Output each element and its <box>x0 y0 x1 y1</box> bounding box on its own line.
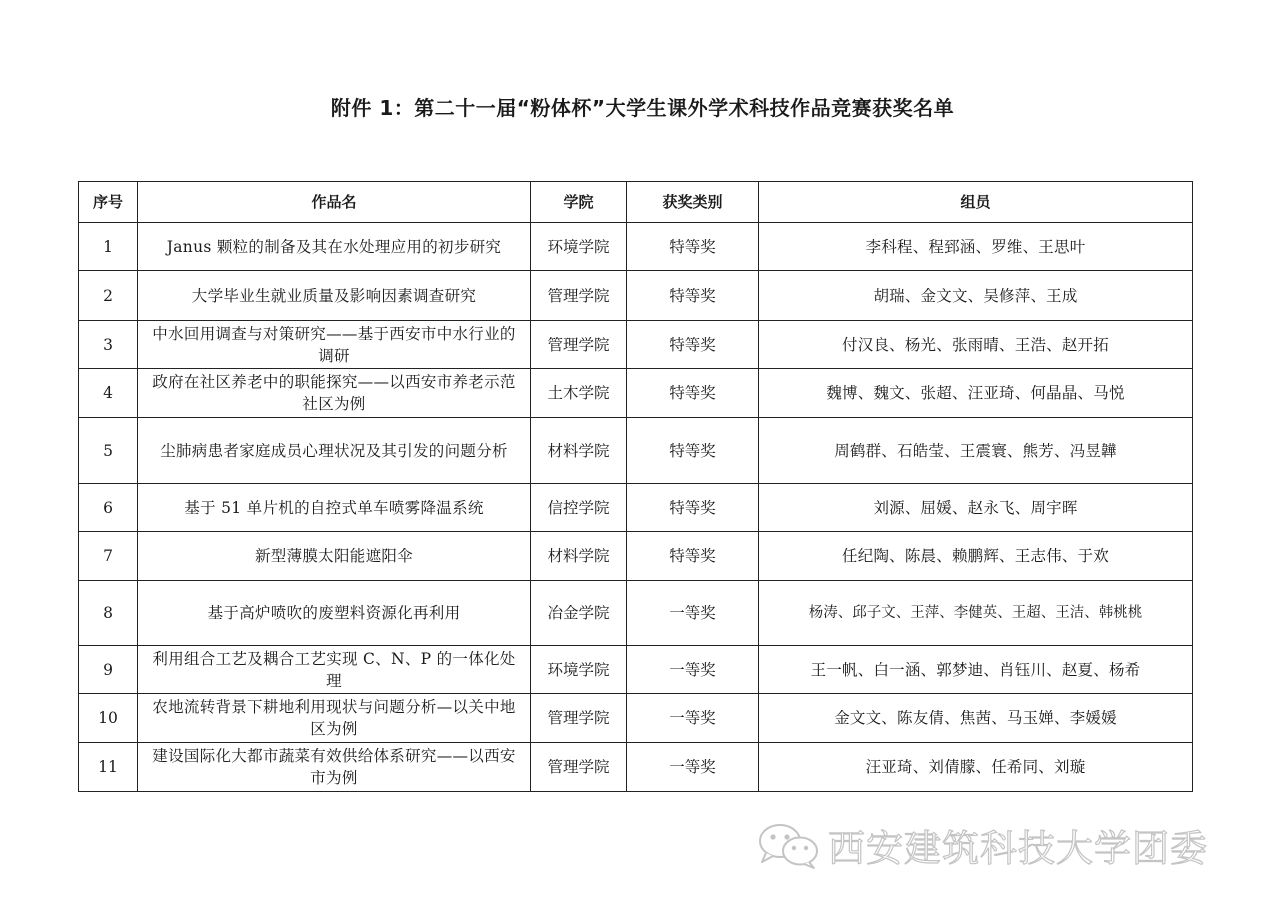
cell-college: 信控学院 <box>531 484 627 532</box>
cell-college: 冶金学院 <box>531 581 627 646</box>
cell-index: 7 <box>79 532 138 581</box>
wechat-watermark <box>756 818 1208 872</box>
table-row <box>79 321 1193 369</box>
cell-college: 管理学院 <box>531 743 627 792</box>
cell-index: 8 <box>79 581 138 646</box>
cell-members: 付汉良、杨光、张雨晴、王浩、赵开拓 <box>759 321 1193 369</box>
cell-award: 特等奖 <box>627 223 759 271</box>
table-row <box>79 418 1193 484</box>
cell-title: Janus 颗粒的制备及其在水处理应用的初步研究 <box>138 223 531 271</box>
cell-college: 管理学院 <box>531 694 627 743</box>
cell-award: 特等奖 <box>627 321 759 369</box>
cell-members: 杨涛、邱子文、王萍、李健英、王超、王洁、韩桃桃 <box>759 581 1193 646</box>
cell-college: 材料学院 <box>531 418 627 484</box>
awards-table <box>78 181 1193 792</box>
cell-award: 特等奖 <box>627 484 759 532</box>
table-row <box>79 223 1193 271</box>
table-row <box>79 271 1193 321</box>
cell-members: 汪亚琦、刘倩朦、任希同、刘璇 <box>759 743 1193 792</box>
cell-index: 3 <box>79 321 138 369</box>
cell-title: 农地流转背景下耕地利用现状与问题分析—以关中地区为例 <box>138 694 531 743</box>
cell-college: 材料学院 <box>531 532 627 581</box>
header-members: 组员 <box>759 182 1193 223</box>
cell-college: 管理学院 <box>531 321 627 369</box>
cell-title: 基于 51 单片机的自控式单车喷雾降温系统 <box>138 484 531 532</box>
table-row <box>79 646 1193 694</box>
cell-index: 2 <box>79 271 138 321</box>
table-row <box>79 532 1193 581</box>
cell-index: 11 <box>79 743 138 792</box>
cell-award: 一等奖 <box>627 743 759 792</box>
cell-award: 特等奖 <box>627 369 759 418</box>
cell-members: 金文文、陈友倩、焦茜、马玉婵、李媛媛 <box>759 694 1193 743</box>
table-row <box>79 694 1193 743</box>
cell-members: 任纪陶、陈晨、赖鹏辉、王志伟、于欢 <box>759 532 1193 581</box>
cell-index: 10 <box>79 694 138 743</box>
table-row <box>79 581 1193 646</box>
cell-award: 一等奖 <box>627 646 759 694</box>
cell-index: 9 <box>79 646 138 694</box>
watermark-text: 西安建筑科技大学团委 <box>828 827 1208 870</box>
cell-award: 特等奖 <box>627 271 759 321</box>
cell-index: 4 <box>79 369 138 418</box>
cell-members: 魏博、魏文、张超、汪亚琦、何晶晶、马悦 <box>759 369 1193 418</box>
cell-title: 基于高炉喷吹的废塑料资源化再利用 <box>138 581 531 646</box>
cell-title: 尘肺病患者家庭成员心理状况及其引发的问题分析 <box>138 418 531 484</box>
header-index: 序号 <box>79 182 138 223</box>
cell-members: 李科程、程郅涵、罗维、王思叶 <box>759 223 1193 271</box>
cell-title: 建设国际化大都市蔬菜有效供给体系研究——以西安市为例 <box>138 743 531 792</box>
header-title: 作品名 <box>138 182 531 223</box>
cell-index: 5 <box>79 418 138 484</box>
header-award: 获奖类别 <box>627 182 759 223</box>
cell-award: 特等奖 <box>627 532 759 581</box>
table-row <box>79 484 1193 532</box>
cell-members: 胡瑞、金文文、吴修萍、王成 <box>759 271 1193 321</box>
cell-title: 新型薄膜太阳能遮阳伞 <box>138 532 531 581</box>
document-title: 附件 1：第二十一届“粉体杯”大学生课外学术科技作品竞赛获奖名单 <box>330 96 955 120</box>
cell-title: 政府在社区养老中的职能探究——以西安市养老示范社区为例 <box>138 369 531 418</box>
cell-title: 利用组合工艺及耦合工艺实现 C、N、P 的一体化处理 <box>138 646 531 694</box>
wechat-icon <box>756 820 820 870</box>
cell-title: 中水回用调查与对策研究——基于西安市中水行业的调研 <box>138 321 531 369</box>
cell-award: 特等奖 <box>627 418 759 484</box>
cell-index: 1 <box>79 223 138 271</box>
table-header-row <box>79 182 1193 223</box>
cell-college: 环境学院 <box>531 223 627 271</box>
cell-award: 一等奖 <box>627 694 759 743</box>
cell-index: 6 <box>79 484 138 532</box>
cell-members: 刘源、屈媛、赵永飞、周宇晖 <box>759 484 1193 532</box>
cell-members: 周鹤群、石皓莹、王震寰、熊芳、冯昱韡 <box>759 418 1193 484</box>
table-row <box>79 743 1193 792</box>
header-college: 学院 <box>531 182 627 223</box>
cell-title: 大学毕业生就业质量及影响因素调查研究 <box>138 271 531 321</box>
cell-college: 土木学院 <box>531 369 627 418</box>
cell-award: 一等奖 <box>627 581 759 646</box>
table-row <box>79 369 1193 418</box>
cell-college: 管理学院 <box>531 271 627 321</box>
cell-college: 环境学院 <box>531 646 627 694</box>
cell-members: 王一帆、白一涵、郭梦迪、肖钰川、赵夏、杨希 <box>759 646 1193 694</box>
